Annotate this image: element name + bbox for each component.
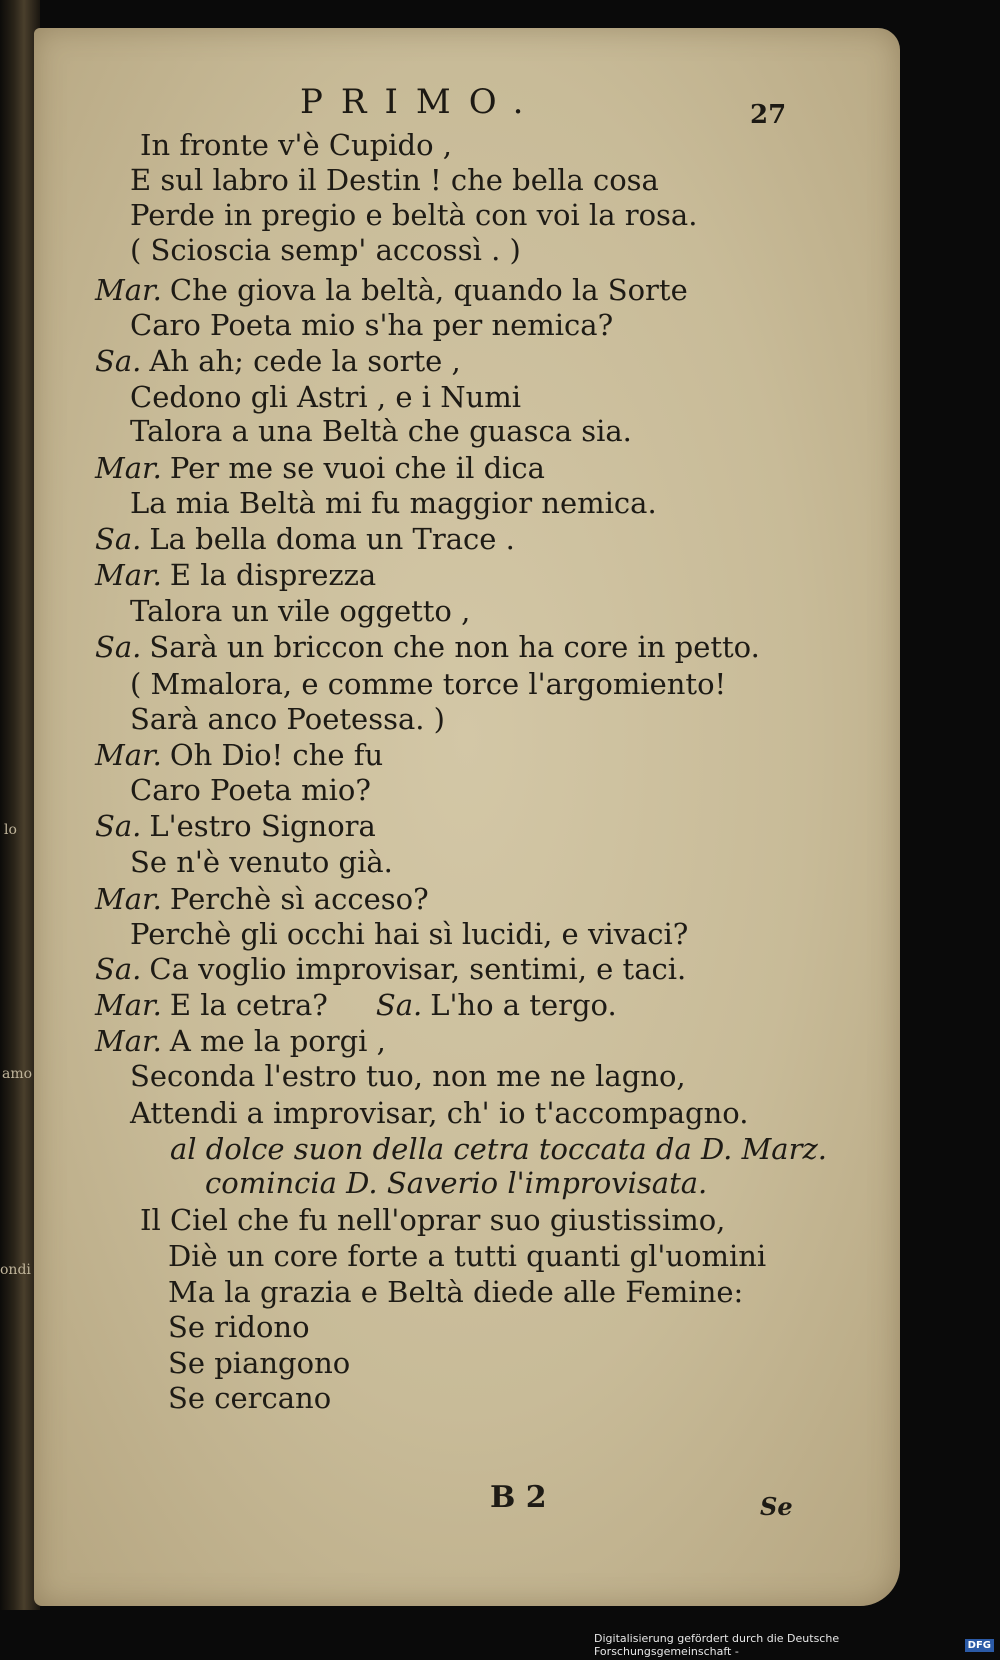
line-text: Il Ciel che fu nell'oprar suo giustissimo, [140, 1203, 726, 1237]
line-text: Per me se vuoi che il dica [169, 451, 545, 485]
catchword: Se [760, 1492, 793, 1521]
header-title: PRIMO. [300, 82, 542, 122]
speaker-label: Sa. [95, 809, 142, 843]
text-line [95, 558, 376, 592]
line-text: Caro Poeta mio? [130, 773, 371, 807]
line-text: Cedono gli Astri , e i Numi [130, 380, 522, 414]
line-text: Diè un core forte a tutti quanti gl'uomini [168, 1239, 767, 1273]
line-text: Sarà un briccon che non ha core in petto. [149, 630, 760, 664]
dfg-logo: DFG [965, 1639, 994, 1652]
page-number: 27 [750, 100, 787, 130]
speaker-label: Sa. [95, 952, 142, 986]
line-text: Se n'è venuto già. [130, 845, 393, 879]
speaker-label: Sa. [95, 522, 142, 556]
line-text: A me la porgi , [169, 1024, 386, 1058]
line-text: E la disprezza [169, 558, 377, 592]
binding-mark: lo [4, 822, 17, 838]
line-text: Ma la grazia e Beltà diede alle Femine: [168, 1275, 744, 1309]
line-text: al dolce suon della cetra toccata da D. Marz. [170, 1132, 827, 1166]
line-text: L'ho a tergo. [430, 988, 617, 1022]
text-line [168, 1381, 331, 1415]
text-line [95, 988, 617, 1022]
text-line [95, 451, 545, 485]
speaker-label: Sa. [95, 344, 142, 378]
line-text: Ca voglio improvisar, sentimi, e taci. [149, 952, 687, 986]
line-text: Caro Poeta mio s'ha per nemica? [130, 308, 614, 342]
text-line [95, 630, 760, 664]
text-line [140, 1203, 725, 1237]
speaker-label: Sa. [375, 988, 423, 1022]
text-line [130, 845, 393, 879]
text-line [168, 1275, 743, 1309]
line-text: Attendi a improvisar, ch' io t'accompagno. [130, 1096, 749, 1130]
speaker-label: Mar. [95, 988, 162, 1022]
line-text: Perchè gli occhi hai sì lucidi, e vivaci? [130, 917, 689, 951]
text-line [130, 308, 613, 342]
text-line [130, 667, 726, 701]
line-text: Oh Dio! che fu [169, 738, 384, 772]
speaker-label: Mar. [95, 451, 162, 485]
speaker-label: Mar. [95, 882, 162, 916]
text-line [130, 414, 632, 448]
text-line [95, 952, 686, 986]
text-line [168, 1239, 766, 1273]
text-line [130, 594, 470, 628]
text-line [95, 882, 429, 916]
text-line [130, 163, 659, 197]
binding-mark: ondi [0, 1262, 31, 1278]
text-line [130, 198, 697, 232]
text-line [95, 522, 515, 556]
speaker-label: Mar. [95, 1024, 162, 1058]
line-text: In fronte v'è Cupido , [140, 128, 453, 162]
text-line [130, 233, 521, 267]
text-line [95, 344, 461, 378]
line-text: Perde in pregio e beltà con voi la rosa. [130, 198, 698, 232]
line-text: Seconda l'estro tuo, non me ne lagno, [130, 1059, 686, 1093]
text-line [130, 1096, 748, 1130]
text-line [95, 273, 688, 307]
line-text: Sarà anco Poetessa. ) [130, 702, 445, 736]
signature-mark: B 2 [490, 1480, 547, 1515]
binding-mark: amo [2, 1066, 33, 1082]
stage-direction [205, 1166, 707, 1200]
line-text: Perchè sì acceso? [169, 882, 429, 916]
speaker-label: Sa. [95, 630, 142, 664]
line-text: Ah ah; cede la sorte , [149, 344, 461, 378]
text-line [95, 809, 376, 843]
text-line [130, 773, 371, 807]
text-line [168, 1346, 350, 1380]
speaker-label: Mar. [95, 738, 162, 772]
text-line [130, 380, 521, 414]
line-text: La mia Beltà mi fu maggior nemica. [130, 486, 657, 520]
line-text: La bella doma un Trace . [149, 522, 515, 556]
stage-direction [170, 1132, 827, 1166]
line-text: Se ridono [168, 1310, 310, 1344]
text-line [130, 702, 445, 736]
line-text: Talora un vile oggetto , [130, 594, 471, 628]
line-text: comincia D. Saverio l'improvisata. [205, 1166, 708, 1200]
line-text: L'estro Signora [149, 809, 376, 843]
credit-text: Digitalisierung gefördert durch die Deutsche Forschungsgemeinschaft - [594, 1632, 840, 1658]
line-text: E la cetra? [169, 988, 328, 1022]
text-line [140, 128, 452, 162]
text-line [130, 1059, 686, 1093]
text-line [130, 486, 657, 520]
text-line [168, 1310, 310, 1344]
line-text: Che giova la beltà, quando la Sorte [169, 273, 688, 307]
speaker-label: Mar. [95, 273, 162, 307]
line-text: E sul labro il Destin ! che bella cosa [130, 163, 659, 197]
text-line [95, 738, 383, 772]
line-text: Talora a una Beltà che guasca sia. [130, 414, 632, 448]
text-line [130, 917, 688, 951]
text-line [95, 1024, 386, 1058]
line-text: Se piangono [168, 1346, 351, 1380]
speaker-label: Mar. [95, 558, 162, 592]
line-text: Se cercano [168, 1381, 332, 1415]
line-text: ( Sciosciа semp' accossì . ) [130, 233, 521, 267]
digitization-credit [594, 1632, 994, 1658]
line-text: ( Mmalora, e comme torce l'argomiento! [130, 667, 727, 701]
